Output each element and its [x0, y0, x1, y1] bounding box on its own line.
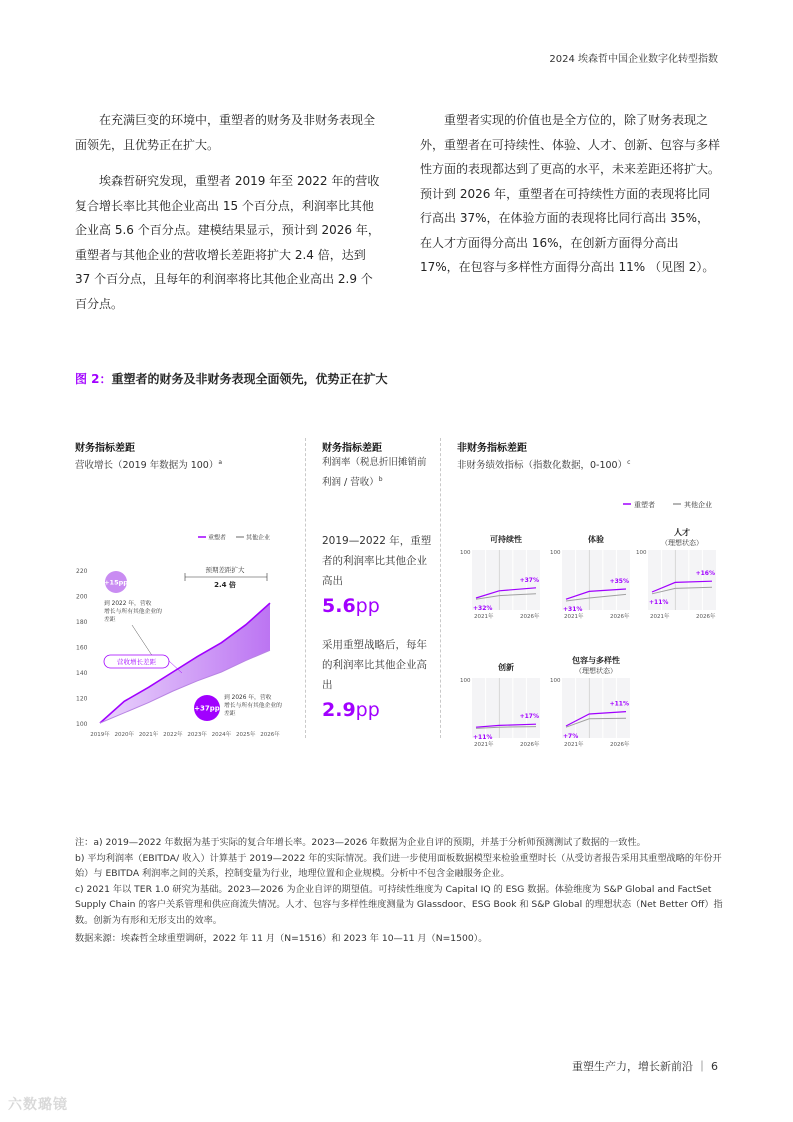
right-panel-header [457, 439, 727, 474]
right-panel-subtitle: 非财务绩效指标（指数化数据，0-100）$^c$ [457, 459, 631, 472]
mini-chart-plot-bg [472, 678, 540, 738]
mini-chart-x-label: 2021年 [650, 614, 670, 620]
mini-chart-x-label: 2026年 [610, 742, 630, 748]
mini-chart-y-label: 100 [460, 678, 471, 684]
mini-chart-x-label: 2021年 [564, 614, 584, 620]
x-tick-label: 2021年 [138, 732, 159, 738]
mini-chart-x-label: 2026年 [696, 614, 716, 620]
non-financial-charts [450, 490, 730, 750]
x-tick-label: 2022年 [163, 732, 183, 738]
body-text-right [420, 108, 720, 280]
mid-panel-text-1: 2019—2022 年，重塑者的利润率比其他企业高出 [322, 535, 432, 588]
panel-divider [305, 438, 306, 738]
mini-start-label: +7% [563, 733, 579, 740]
expand-value: 2.4 倍 [214, 581, 236, 589]
y-tick-label: 120 [76, 695, 88, 703]
mid-panel-heading: 财务指标差距 [322, 443, 382, 454]
y-tick-label: 200 [76, 593, 88, 601]
badge-37pp-text: +37pp [194, 704, 220, 713]
mini-chart-subtitle: （理想状态） [575, 667, 617, 675]
mini-start-label: +31% [563, 606, 583, 614]
figure-title [75, 370, 388, 387]
y-tick-label: 140 [76, 670, 88, 677]
figure-title-text: 重塑者的财务及非财务表现全面领先，优势正在扩大 [111, 372, 388, 386]
mini-chart-y-label: 100 [550, 678, 561, 684]
mini-chart-x-label: 2026年 [520, 742, 540, 748]
mini-chart-x-label: 2021年 [564, 742, 584, 748]
mini-chart-plot-bg [562, 678, 630, 738]
notes [75, 835, 725, 947]
annotation-2026-line: 增长与所有其他企业的 [224, 703, 282, 709]
figure-number: 图 2： [75, 372, 112, 386]
body-text-left [75, 108, 380, 316]
mini-chart-title: 创新 [498, 663, 514, 672]
mini-chart-x-label: 2021年 [474, 742, 494, 748]
left-panel-heading: 财务指标差距 [75, 443, 135, 454]
mini-chart-title: 人才 [674, 528, 690, 537]
x-tick-label: 2025年 [235, 732, 256, 738]
y-tick-label: 180 [76, 619, 88, 626]
page-header-title: 2024 埃森哲中国企业数字化转型指数 [549, 54, 718, 65]
revenue-growth-chart [70, 525, 290, 745]
mini-start-label: +11% [649, 599, 669, 606]
left-panel-header [75, 439, 295, 474]
mini-end-label: +17% [519, 713, 539, 721]
mini-chart-y-label: 100 [636, 550, 647, 556]
paragraph: 重塑者实现的价值也是全方位的，除了财务表现之外，重塑者在可持续性、体验、人才、创新、包容与多样性方面的表现都达到了更高的水平，未来差距还将扩大。预计到 2026 年，重塑者在可持续性方面的表现将比同行高出 37%，在体验方面的表现将比同行高出 35%，在人才方面得分高出 16%，在创新方面得分高出 17%，在包容与多样性方面得分高出 11% （见图 2）。 [420, 113, 721, 274]
mini-end-label: +35% [609, 578, 629, 585]
mini-chart-title: 包容与多样性 [572, 656, 620, 665]
annotation-leader-line [132, 625, 153, 657]
badge-15pp-text: +15pp [104, 578, 128, 587]
panel-divider [440, 438, 441, 738]
left-panel-subtitle: 营收增长（2019 年数据为 100）$^a$ [75, 459, 223, 472]
x-tick-label: 2020年 [114, 732, 135, 738]
mini-end-label: +37% [519, 576, 539, 584]
annotation-2026-line: 差距 [224, 711, 236, 717]
legend-label-reinventor: 重塑者 [208, 534, 227, 542]
mini-chart-subtitle: （理想状态） [661, 539, 703, 547]
mid-panel-value-1: 5.6pp [322, 595, 380, 618]
x-tick-label: 2019年 [90, 732, 110, 738]
mini-chart-title: 体验 [588, 535, 604, 544]
gap-label-text: 营收增长差距 [117, 658, 156, 666]
mini-chart-y-label: 100 [550, 550, 561, 556]
expand-label: 预期差距扩大 [205, 566, 245, 574]
y-tick-label: 100 [76, 721, 88, 728]
watermark-logo: 六数璐镜 [8, 1097, 68, 1113]
y-tick-label: 160 [76, 644, 88, 652]
mini-end-label: +16% [695, 570, 715, 578]
right-panel-heading: 非财务指标差距 [457, 443, 527, 454]
source-line: 数据来源：埃森哲全球重塑调研，2022 年 11 月（N=1516）和 2023 年 10—11 月（N=1500）。 [75, 933, 488, 944]
paragraph: 埃森哲研究发现，重塑者 2019 年至 2022 年的营收复合增长率比其他企业高出 15 个百分点，利润率比其他企业高 5.6 个百分点。建模结果显示，预计到 2026 年，重塑者与其他企业的营收增长差距将扩大 2.4 倍，达到 37 个百分点，且每年的利润率将比其他企业高出 2.9 个百分点。 [75, 174, 380, 311]
note-line: c) 2021 年以 TER 1.0 研究为基础。2023—2026 为企业自评的期望值。可持续性维度为 Capital IQ 的 ESG 数据。体验维度为 S&P Global and FactSet Supply Chain 的客户关系管理和供应商流失情况。人才、包容与多样性维度测量为 Glassdoor、ESG Book 和 S&P Global 的理想状态（Net Better Off）指数。创新为有形和无形支出的效率。 [75, 883, 723, 926]
mini-chart-title: 可持续性 [490, 535, 522, 544]
paragraph: 在充满巨变的环境中，重塑者的财务及非财务表现全面领先，且优势正在扩大。 [75, 113, 376, 152]
legend-label-reinventor: 重塑者 [634, 501, 655, 509]
annotation-2026-line: 到 2026 年，营收 [224, 695, 272, 701]
mini-chart-y-label: 100 [460, 550, 471, 556]
mid-panel-value-2: 2.9pp [322, 699, 380, 722]
annotation-2022-line: 到 2022 年，营收 [104, 601, 152, 607]
page-footer: 重塑生产力，增长新前沿 ｜ 6 [572, 1060, 718, 1073]
legend-label-others: 其他企业 [246, 534, 271, 542]
x-tick-label: 2026年 [260, 732, 280, 738]
mid-panel [322, 439, 432, 721]
note-line: b) 平均利润率（EBITDA/ 收入）计算基于 2019—2022 年的实际情况。我们进一步使用面板数据模型来检验重塑时长（从受访者报告采用其重塑战略的年份开始）与 EBITDA 利润率之间的关系，控制变量为行业，地理位置和企业规模。分析中不包含金融服务企业。 [75, 852, 722, 879]
x-tick-label: 2023年 [187, 732, 207, 738]
y-tick-label: 220 [76, 568, 88, 575]
mini-chart-x-label: 2026年 [610, 614, 630, 620]
legend-label-others: 其他企业 [684, 501, 712, 509]
mini-chart-x-label: 2021年 [474, 614, 494, 620]
mid-panel-subtitle: 利润率（税息折旧摊销前利润 / 营收）$^b$ [322, 457, 427, 489]
note-line: 注：a) 2019—2022 年数据为基于实际的复合年增长率。2023—2026 年数据为企业自评的预期，并基于分析师预测测试了数据的一致性。 [75, 837, 646, 848]
annotation-2022-line: 增长与所有其他企业的 [104, 609, 162, 615]
mini-chart-x-label: 2026年 [520, 614, 540, 620]
annotation-2022-line: 差距 [104, 617, 116, 623]
mini-start-label: +11% [473, 734, 493, 742]
mid-panel-text-2: 采用重塑战略后，每年的利润率比其他企业高出 [322, 639, 427, 692]
x-tick-label: 2024年 [211, 732, 232, 738]
mini-end-label: +11% [609, 700, 629, 708]
mini-start-label: +32% [473, 605, 493, 612]
